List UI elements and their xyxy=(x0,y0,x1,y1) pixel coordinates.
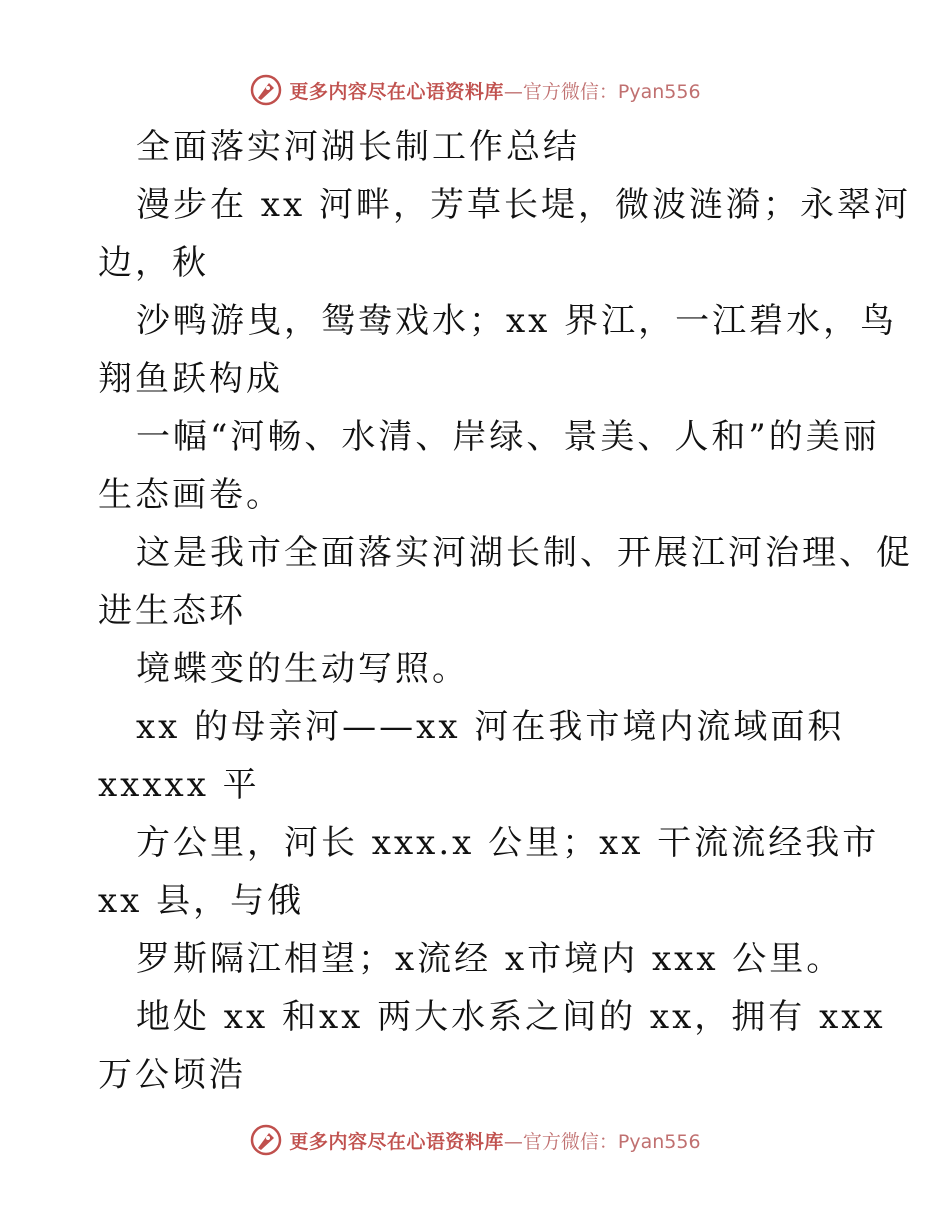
text-line: 漫步在 xx 河畔，芳草长堤，微波涟漪；永翠河 xyxy=(136,185,911,225)
header-watermark xyxy=(0,70,950,110)
text-line: 万公顷浩 xyxy=(98,1055,246,1095)
text-line: xx 的母亲河——xx 河在我市境内流域面积 xyxy=(136,707,845,747)
text-line: 罗斯隔江相望；x流经 x市境内 xxx 公里。 xyxy=(136,939,844,979)
pen-nib-circle-icon xyxy=(249,1123,283,1157)
watermark-main-text: 更多内容尽在心语资料库 xyxy=(289,80,504,103)
text-line: 边，秋 xyxy=(98,243,209,283)
text-line: 进生态环 xyxy=(98,591,246,631)
watermark-tail-text: —官方微信：Pyan556 xyxy=(503,80,701,103)
text-line: xxxxx 平 xyxy=(98,765,260,805)
text-line: xx 县，与俄 xyxy=(98,881,305,921)
footer-watermark xyxy=(0,1120,950,1160)
text-line: 境蝶变的生动写照。 xyxy=(136,649,469,689)
pen-nib-circle-icon xyxy=(249,73,283,107)
watermark-tail-text: —官方微信：Pyan556 xyxy=(503,1130,701,1153)
text-line: 生态画卷。 xyxy=(98,475,283,515)
text-line: 地处 xx 和xx 两大水系之间的 xx，拥有 xxx xyxy=(136,997,886,1037)
document-title: 全面落实河湖长制工作总结 xyxy=(136,127,580,167)
text-line: 沙鸭游曳，鸳鸯戏水；xx 界江，一江碧水，鸟 xyxy=(136,301,898,341)
text-line: 这是我市全面落实河湖长制、开展江河治理、促 xyxy=(136,533,913,573)
text-line: 一幅“河畅、水清、岸绿、景美、人和”的美丽 xyxy=(136,417,880,457)
text-line: 翔鱼跃构成 xyxy=(98,359,283,399)
text-line: 方公里，河长 xxx.x 公里；xx 干流流经我市 xyxy=(136,823,880,863)
watermark-main-text: 更多内容尽在心语资料库 xyxy=(289,1130,504,1153)
